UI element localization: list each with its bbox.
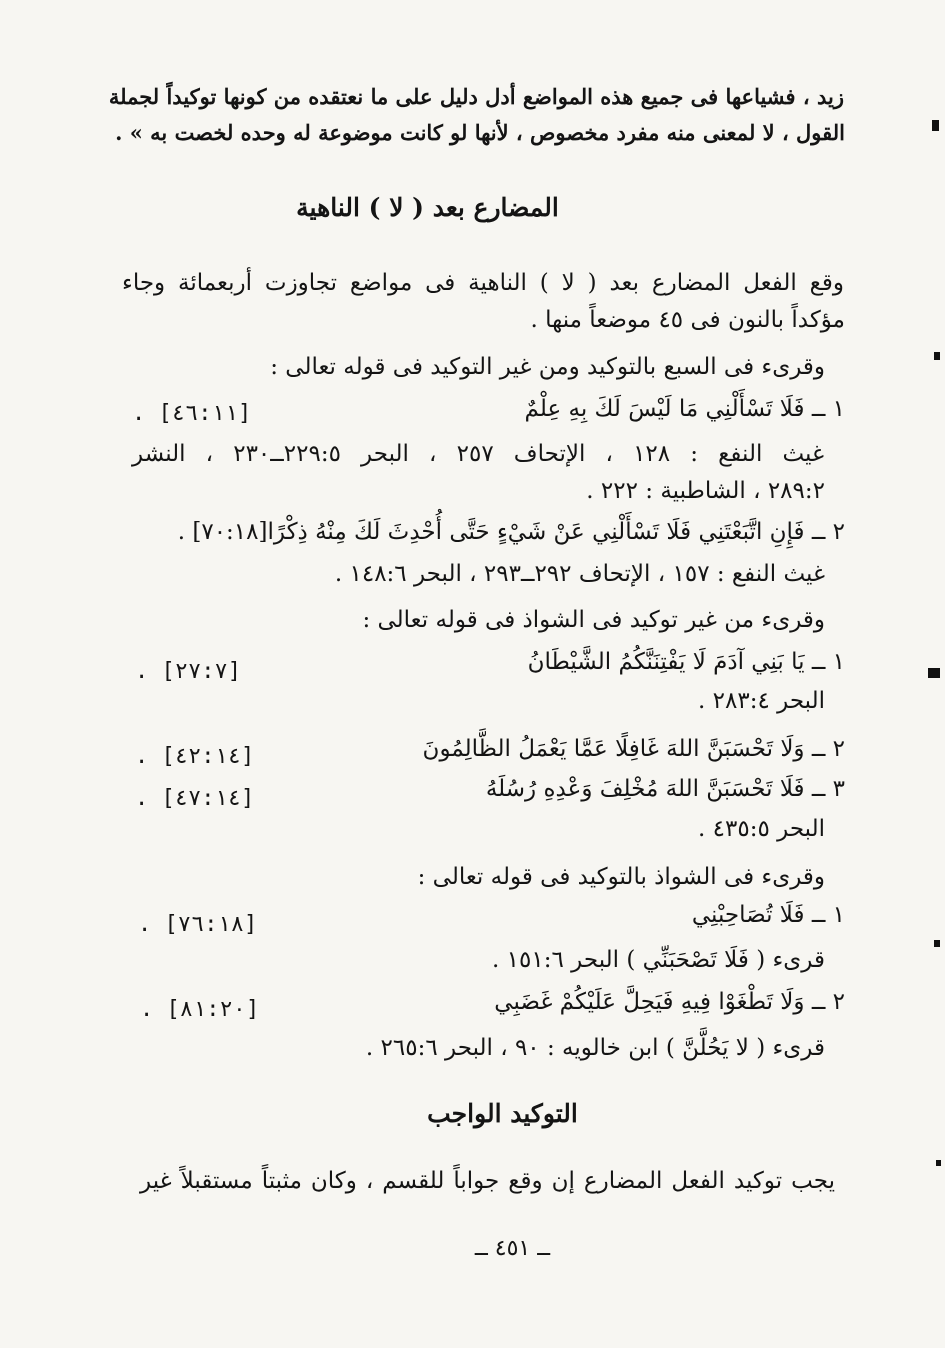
verse-reference: . [٤٢:١٤] bbox=[135, 744, 255, 769]
intro-line-2: القول ، لا لمعنى منه مفرد مخصوص ، لأنها لو كانت موضوعة له وحده لخصت به » . bbox=[115, 120, 845, 145]
source-line: قرىء ( لا يَحُلَّنَّ ) ابن خالويه : ٩٠ ، البحر ٢٦٥:٦ . bbox=[365, 1035, 825, 1061]
verse-reference: . [٧٦:١٨] bbox=[138, 912, 258, 937]
quran-verse: ١ ــ يَا بَنِي آدَمَ لَا يَفْتِنَنَّكُمُ الشَّيْطَانُ bbox=[527, 649, 845, 675]
source-line: ٢٨٩:٢ ، الشاطبية : ٢٢٢ . bbox=[586, 478, 825, 504]
verse-reference: . [٢٧:٧] bbox=[135, 659, 241, 684]
margin-mark bbox=[936, 1160, 941, 1166]
subsection-intro: وقرىء من غير توكيد فى الشواذ فى قوله تعالى : bbox=[362, 607, 825, 633]
intro-line-1: زيد ، فشياعها فى جميع هذه المواضع أدل دليل على ما نعتقده من كونها توكيداً لجملة bbox=[108, 84, 844, 109]
section-heading: المضارع بعد ( لا ) الناهية bbox=[296, 193, 559, 222]
paragraph-line: مؤكداً بالنون فى ٤٥ موضعاً منها . bbox=[530, 307, 845, 333]
quran-verse: ٣ ــ فَلَا تَحْسَبَنَّ اللهَ مُخْلِفَ وَعْدِهِ رُسُلَهُ bbox=[485, 776, 845, 802]
subsection-intro: وقرىء فى السبع بالتوكيد ومن غير التوكيد فى قوله تعالى : bbox=[270, 354, 825, 380]
quran-verse: ٢ ــ وَلَا تَحْسَبَنَّ اللهَ غَافِلًا عَمَّا يَعْمَلُ الظَّالِمُونَ bbox=[422, 736, 845, 762]
verse-reference: . [٨١:٢٠] bbox=[140, 997, 260, 1022]
quran-verse: ٢ ــ وَلَا تَطْغَوْا فِيهِ فَيَحِلَّ عَلَيْكُمْ غَضَبِي bbox=[494, 989, 845, 1015]
quran-verse: ٢ ــ فَإِنِ اتَّبَعْتَنِي فَلَا تَسْأَلْنِي عَنْ شَيْءٍ حَتَّى أُحْدِثَ لَكَ مِنْهُ ذِكْرًا[٧٠:١٨] . bbox=[177, 519, 845, 545]
source-line: غيث النفع : ١٢٨ ، الإتحاف ٢٥٧ ، البحر ٢٢٩:٥ــ٢٣٠ ، النشر bbox=[132, 441, 825, 467]
subsection-intro: وقرىء فى الشواذ بالتوكيد فى قوله تعالى : bbox=[417, 864, 825, 890]
margin-mark bbox=[932, 120, 939, 131]
paragraph-line: وقع الفعل المضارع بعد ( لا ) الناهية فى مواضع تجاوزت أربعمائة وجاء bbox=[122, 270, 844, 296]
margin-mark bbox=[934, 940, 940, 947]
margin-mark bbox=[934, 352, 940, 360]
verse-reference: . [٤٧:١٤] bbox=[135, 786, 255, 811]
source-line: البحر ٤٣٥:٥ . bbox=[698, 816, 825, 842]
paragraph-line: يجب توكيد الفعل المضارع إن وقع جواباً للقسم ، وكان مثبتاً مستقبلاً غير bbox=[140, 1168, 835, 1194]
source-line: غيث النفع : ١٥٧ ، الإتحاف ٢٩٢ــ٢٩٣ ، البحر ١٤٨:٦ . bbox=[334, 561, 825, 587]
margin-mark bbox=[928, 668, 940, 678]
verse-reference: . [٤٦:١١] bbox=[132, 401, 252, 426]
page-number: ــ ٤٥١ ــ bbox=[474, 1236, 551, 1261]
section-heading: التوكيد الواجب bbox=[427, 1099, 578, 1128]
quran-verse: ١ ــ فَلَا تَسْأَلْنِي مَا لَيْسَ لَكَ بِهِ عِلْمٌ bbox=[524, 396, 845, 422]
source-line: قرىء ( فَلَا تَصْحَبَنِّي ) البحر ١٥١:٦ . bbox=[492, 947, 825, 973]
source-line: البحر ٢٨٣:٤ . bbox=[698, 688, 825, 714]
quran-verse: ١ ــ فَلَا تُصَاحِبْنِي bbox=[691, 902, 845, 928]
